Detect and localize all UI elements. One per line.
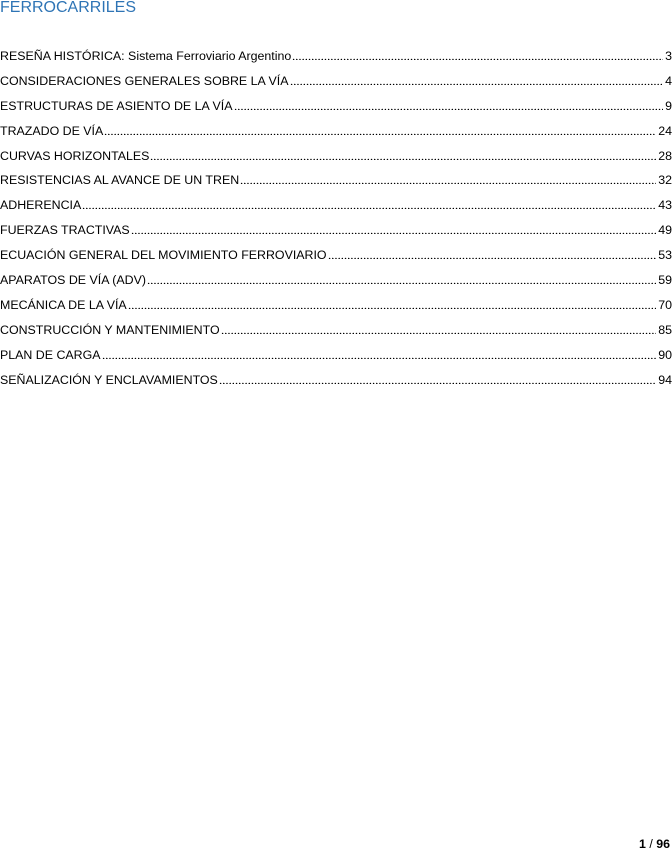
document-title: FERROCARRILES (0, 0, 137, 16)
page-number (639, 836, 670, 852)
toc-dot-leader (128, 297, 657, 309)
toc-entry-label: TRAZADO DE VÍA (0, 123, 104, 138)
table-of-contents (0, 46, 672, 394)
toc-entry[interactable] (0, 220, 672, 245)
toc-entry-page: 70 (658, 297, 672, 312)
toc-entry[interactable] (0, 96, 672, 121)
toc-entry[interactable] (0, 295, 672, 320)
toc-entry[interactable] (0, 320, 672, 345)
toc-entry[interactable] (0, 195, 672, 220)
toc-entry-label: CURVAS HORIZONTALES (0, 148, 150, 163)
toc-entry-label: RESEÑA HISTÓRICA: Sistema Ferroviario Argentino (0, 49, 292, 63)
toc-entry-page: 3 (665, 49, 672, 63)
toc-dot-leader (82, 197, 656, 209)
toc-dot-leader (328, 247, 657, 259)
toc-dot-leader (290, 73, 664, 85)
toc-entry-label: CONSIDERACIONES GENERALES SOBRE LA VÍA (0, 73, 289, 88)
toc-entry[interactable] (0, 46, 672, 71)
toc-entry-label: ECUACIÓN GENERAL DEL MOVIMIENTO FERROVIARIO (0, 248, 327, 263)
toc-entry[interactable] (0, 146, 672, 171)
toc-entry-label: ESTRUCTURAS DE ASIENTO DE LA VÍA (0, 98, 233, 113)
toc-dot-leader (219, 372, 656, 384)
toc-entry-page: 90 (658, 347, 672, 362)
toc-entry-page: 53 (658, 248, 672, 263)
toc-entry-label: SEÑALIZACIÓN Y ENCLAVAMIENTOS (0, 372, 218, 387)
toc-entry-page: 24 (658, 123, 672, 138)
toc-entry-page: 32 (658, 173, 672, 188)
toc-entry-page: 28 (658, 148, 672, 163)
toc-dot-leader (104, 123, 656, 135)
toc-dot-leader (292, 48, 663, 60)
toc-entry-label: APARATOS DE VÍA (ADV) (0, 273, 146, 288)
toc-entry[interactable] (0, 71, 672, 96)
toc-entry-page: 4 (665, 73, 672, 88)
toc-entry-label: ADHERENCIA (0, 198, 82, 213)
toc-entry-page: 9 (665, 98, 672, 113)
toc-entry[interactable] (0, 370, 672, 395)
page-number-separator: / (645, 837, 657, 851)
toc-entry-label: FUERZAS TRACTIVAS (0, 223, 130, 238)
toc-entry-page: 85 (658, 322, 672, 337)
toc-entry[interactable] (0, 121, 672, 146)
toc-dot-leader (234, 98, 664, 110)
toc-entry-page: 49 (658, 223, 672, 238)
toc-dot-leader (102, 347, 657, 359)
toc-entry[interactable] (0, 170, 672, 195)
toc-dot-leader (131, 222, 657, 234)
toc-entry[interactable] (0, 345, 672, 370)
toc-entry-label: PLAN DE CARGA (0, 347, 101, 362)
toc-entry-label: MECÁNICA DE LA VÍA (0, 297, 127, 312)
toc-entry-page: 59 (658, 273, 672, 288)
toc-entry-label: CONSTRUCCIÓN Y MANTENIMIENTO (0, 322, 220, 337)
toc-entry-page: 43 (658, 198, 672, 213)
toc-dot-leader (221, 322, 657, 334)
toc-entry[interactable] (0, 270, 672, 295)
total-pages-number: 96 (656, 837, 670, 851)
toc-entry[interactable] (0, 245, 672, 270)
toc-entry-label: RESISTENCIAS AL AVANCE DE UN TREN (0, 173, 240, 188)
toc-dot-leader (240, 172, 656, 184)
current-page-number: 1 (638, 837, 646, 851)
toc-dot-leader (147, 272, 656, 284)
toc-dot-leader (150, 148, 656, 160)
toc-entry-page: 94 (658, 372, 672, 387)
